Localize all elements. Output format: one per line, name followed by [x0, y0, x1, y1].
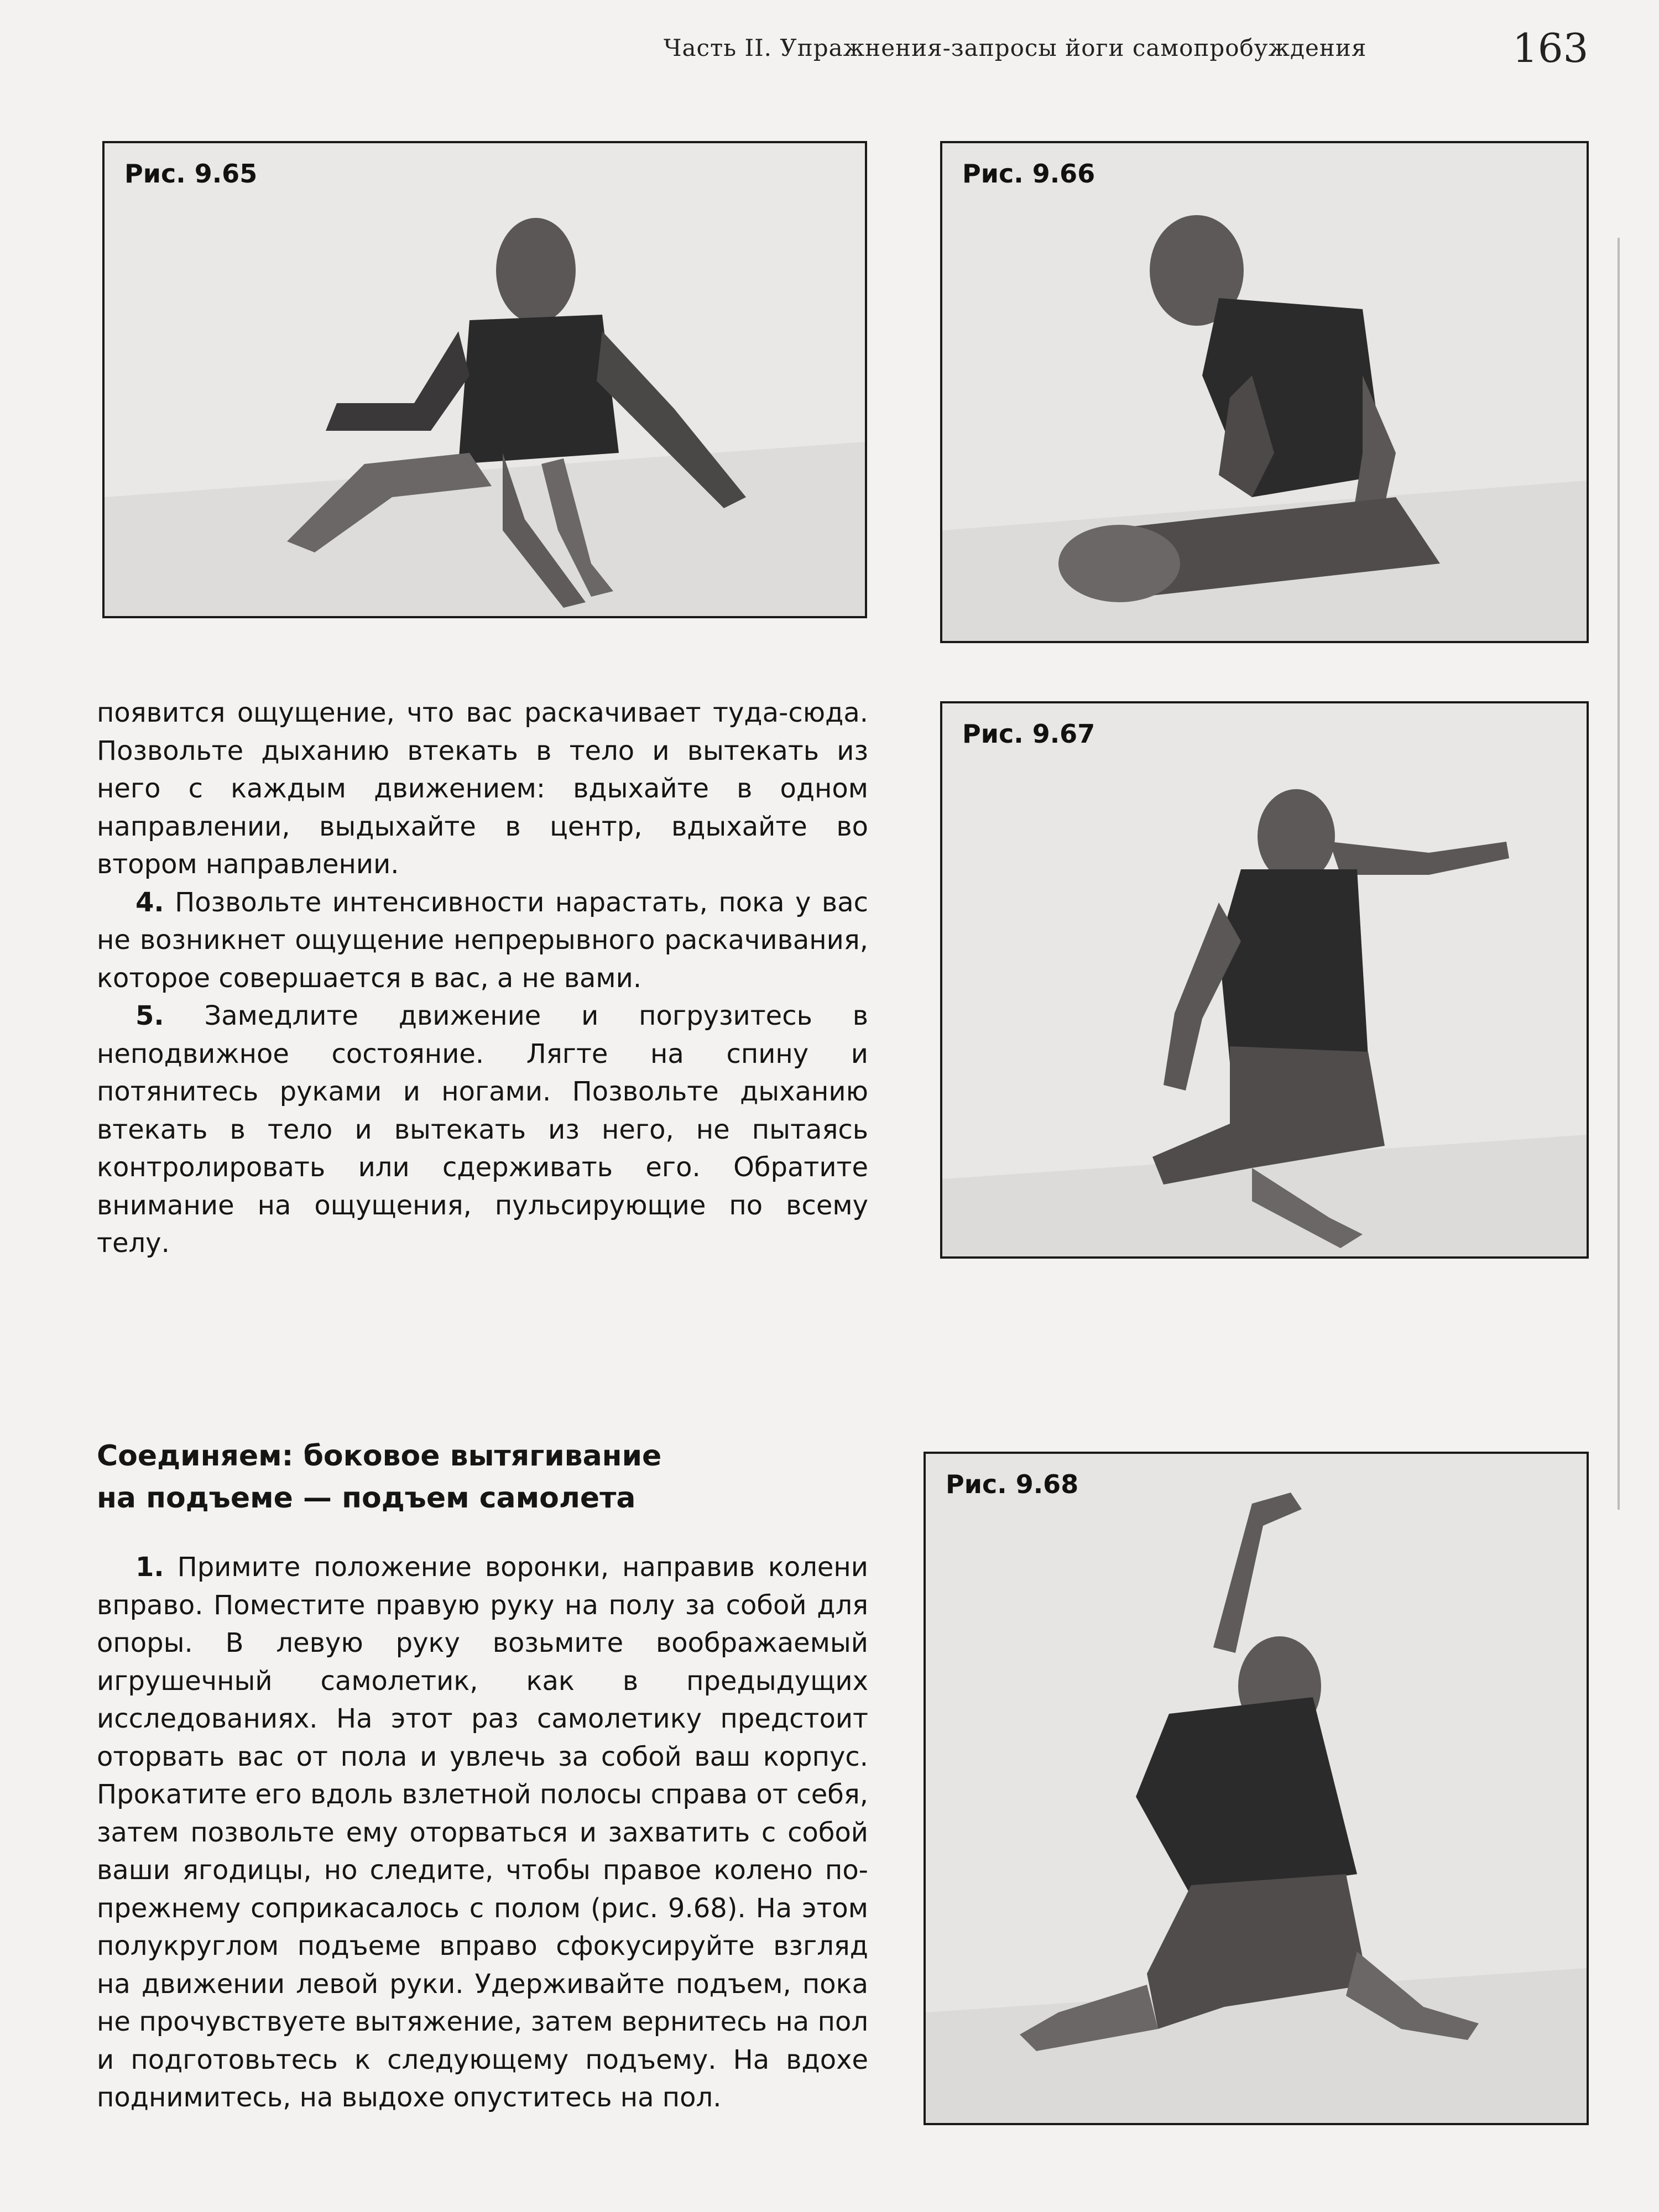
figure-9-67 [940, 701, 1589, 1259]
paragraph [97, 884, 868, 998]
figure-label: Рис. 9.67 [962, 719, 1095, 749]
paragraph-text: Примите положение воронки, направив колени вправо. Поместите правую руку на полу за собой для опоры. В левую руку возьмите воображаемый игрушечный самолетик, как в предыдущих исследованиях. На этот раз самолетику предстоит оторвать вас от пола и увлечь за собой ваш корпус. Прокатите его вдоль взлетной полосы справа от себя, затем позвольте ему оторваться и захватить с собой ваши ягодицы, но следите, чтобы правое колено по-прежнему соприкасалось с полом (рис. 9.68). На этом полукруглом подъеме вправо сфокусируйте взгляд на движении левой руки. Удерживайте подъем, пока не прочувствуете вытяжение, затем вернитесь на пол и подготовьтесь к следующему подъему. На вдохе поднимитесь, на выдохе опуститесь на пол. [97, 1552, 869, 2113]
figure-9-65 [102, 141, 867, 618]
body-text-lower [97, 1548, 868, 2117]
paragraph [97, 1548, 868, 2117]
scan-line [1618, 238, 1620, 1510]
paragraph-text: Позвольте интенсивности нарастать, пока у вас не возникнет ощущение непрерывного раскачивания, которое совершается в вас, а не вами. [97, 886, 869, 994]
figure-9-65-photo [105, 143, 865, 616]
figure-label: Рис. 9.68 [946, 1469, 1079, 1499]
body-text-upper [97, 694, 868, 1262]
figure-label: Рис. 9.66 [962, 159, 1095, 189]
step-number: 4. [135, 886, 164, 918]
figure-9-68-photo [926, 1454, 1587, 2123]
page-number: 163 [1512, 25, 1589, 71]
figure-9-66-photo [942, 143, 1587, 641]
heading-line: на подъеме — подъем самолета [97, 1481, 636, 1515]
figure-9-68 [924, 1452, 1589, 2125]
figure-9-67-photo [942, 703, 1587, 1256]
step-number: 1. [135, 1552, 164, 1583]
paragraph-text: Замедлите движение и погрузитесь в неподвижное состояние. Лягте на спину и потянитесь руками и ногами. Позвольте дыханию втекать в тело и вытекать из него, не пытаясь контролировать или сдерживать его. Обратите внимание на ощущения, пульсирующие по всему телу. [97, 1000, 868, 1259]
section-heading [97, 1435, 816, 1519]
paragraph: появится ощущение, что вас раскачивает туда-сюда. Позвольте дыханию втекать в тело и вытекать из него с каждым движением: вдыхайте в одном направлении, выдыхайте в центр, вдыхайте во втором направлении. [97, 697, 868, 880]
figure-9-66 [940, 141, 1589, 643]
step-number: 5. [135, 1000, 164, 1031]
running-header: Часть II. Упражнения-запросы йоги самопробуждения [664, 34, 1367, 61]
figure-label: Рис. 9.65 [124, 159, 258, 189]
heading-line: Соединяем: боковое вытягивание [97, 1439, 662, 1473]
paragraph [97, 997, 868, 1262]
